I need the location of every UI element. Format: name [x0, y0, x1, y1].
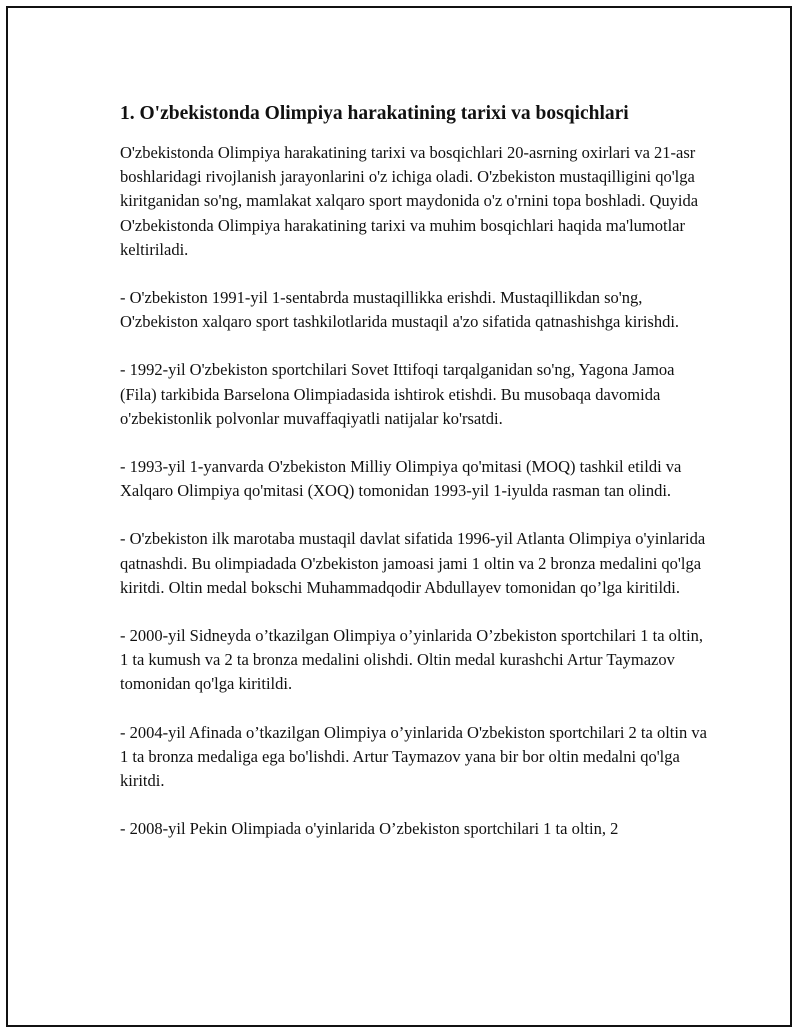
paragraph-2000: - 2000-yil Sidneyda o’tkazilgan Olimpiya o’yinlarida O’zbekiston sportchilari 1 ta oltin, 1 ta kumush va 2 ta bronza medalini olishdi. Oltin medal kurashchi Artur Taymazov tomonidan qo'lga kiritildi.: [120, 626, 704, 694]
paragraph-1992: - 1992-yil O'zbekiston sportchilari Sovet Ittifoqi tarqalganidan so'ng, Yagona Jamoa (Fila) tarkibida Barselona Olimpiadasida ishtirok etishdi. Bu musobaqa davomida o'zbekistonlik polvonlar muvaffaqiyatli natijalar ko'rsatdi.: [120, 360, 675, 428]
paragraph-intro: O'zbekistonda Olimpiya harakatining tarixi va bosqichlari 20-asrning oxirlari va 21-asr boshlaridagi rivojlanish jarayonlarini o'z ichiga oladi. O'zbekiston mustaqilligini qo'lga kiritganidan so'ng, mamlakat xalqaro sport maydonida o'z o'rnini topa boshladi. Quyida O'zbekistonda Olimpiya harakatining tarixi va muhim bosqichlari haqida ma'lumotlar keltiriladi.: [120, 143, 699, 259]
paragraph-1996: - O'zbekiston ilk marotaba mustaqil davlat sifatida 1996-yil Atlanta Olimpiya o'yinlarida qatnashdi. Bu olimpiadada O'zbekiston jamoasi jami 1 oltin va 2 bronza medalini qo'lga kiritdi. Oltin medal bokschi Muhammadqodir Abdullayev tomonidan qo’lga kiritildi.: [120, 529, 706, 597]
document-page: [6, 6, 792, 1027]
paragraph-1991: - O'zbekiston 1991-yil 1-sentabrda mustaqillikka erishdi. Mustaqillikdan so'ng, O'zbekiston xalqaro sport tashkilotlarida mustaqil a'zo sifatida qatnashishga kirishdi.: [120, 288, 680, 332]
paragraph-1993: - 1993-yil 1-yanvarda O'zbekiston Milliy Olimpiya qo'mitasi (MOQ) tashkil etildi va Xalqaro Olimpiya qo'mitasi (XOQ) tomonidan 1993-yil 1-iyulda rasman tan olindi.: [120, 457, 682, 501]
paragraph-2004: - 2004-yil Afinada o’tkazilgan Olimpiya o’yinlarida O'zbekiston sportchilari 2 ta oltin va 1 ta bronza medaliga ega bo'lishdi. Artur Taymazov yana bir bor oltin medalni qo'lga kiritdi.: [120, 722, 707, 791]
paragraph-2008: - 2008-yil Pekin Olimpiada o'yinlarida O’zbekiston sportchilari 1 ta oltin, 2: [120, 819, 619, 839]
document-content: [120, 101, 710, 865]
document-heading: 1. O'zbekistonda Olimpiya harakatining tarixi va bosqichlari: [120, 103, 629, 124]
